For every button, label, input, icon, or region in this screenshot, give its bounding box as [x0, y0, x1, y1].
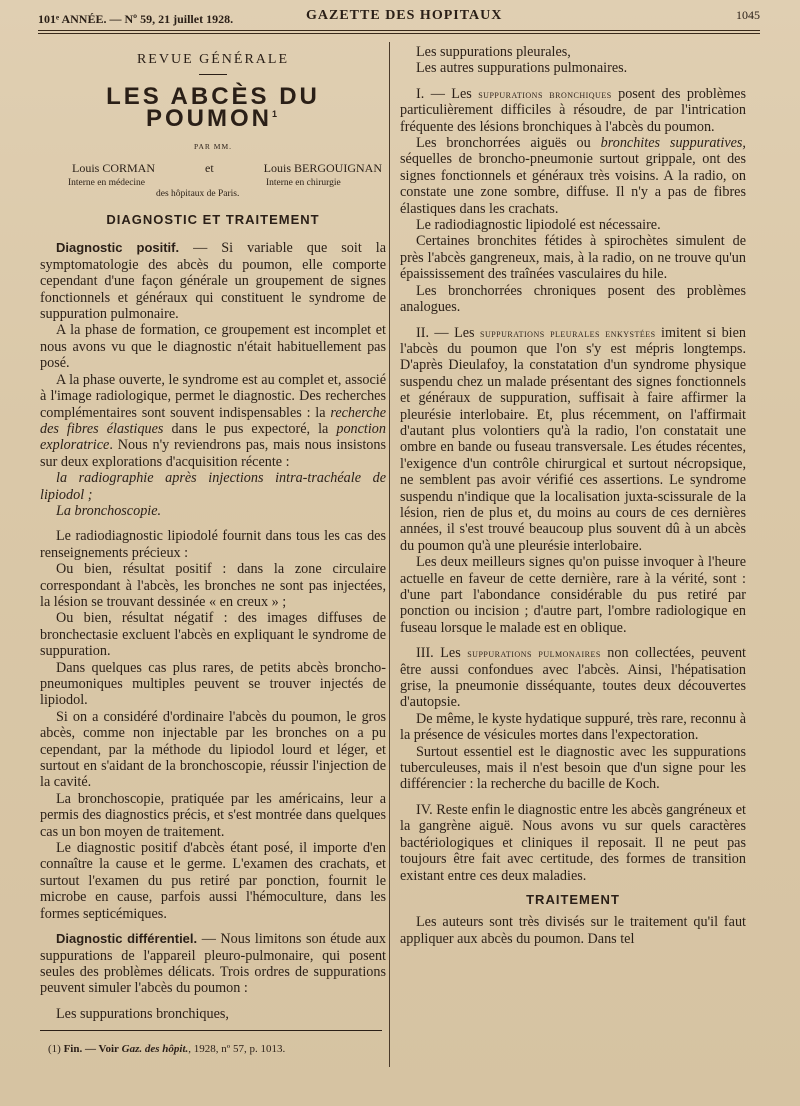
paragraph — [400, 325, 746, 555]
paragraph-text: — Si variable que soit la symptomatologie des abcès du poumon, elle comporte cependant d'une façon générale un groupement de signes fonctionnels et généraux qui constituent le syndrome de suppuration pulmonaire. — [40, 240, 386, 323]
italic-text: ponction exploratrice — [40, 420, 386, 454]
paragraph: Le radiodiagnostic lipiodolé fournit dans tous les cas des renseignements précieux : — [40, 528, 386, 561]
paragraph: Surtout essentiel est le diagnostic avec les suppurations tuberculeuses, mais il n'est besoin que d'un signe pour les différencier : la recherche du bacille de Koch. — [400, 743, 746, 793]
section-title-diagnostic: DIAGNOSTIC ET TRAITEMENT — [106, 212, 320, 228]
list-item-radiographie: la radiographie après injections intra-trachéale de lipiodol ; — [40, 470, 386, 503]
paragraph: Si on a considéré d'ordinaire l'abcès du poumon, le gros abcès, comme non injectable par les bronches on a pu cependant, par la méthode du lipiodol lourd et léger, et surtout en s'aidant de la bronchoscopie, réussir l'injection de la cavité. — [40, 708, 386, 791]
footnote — [48, 1043, 285, 1055]
paragraph: La bronchoscopie, pratiquée par les américains, leur a permis des diagnostics précis, et s'est montrée dans quelques cas un bon moyen de traitement. — [40, 790, 386, 840]
footnote-text: Fin. — Voir — [63, 1043, 119, 1055]
title-footnote-mark: 1 — [271, 108, 280, 119]
paragraph: Les suppurations bronchiques, — [56, 1005, 229, 1022]
paragraph — [400, 645, 746, 711]
paragraph-text: — Nous limitons son étude aux suppurations de l'appareil pleuro-pulmonaire, qui posent seules des problèmes délicats. Trois ordres de suppurations peuvent simuler l'abcès du poumon : — [40, 931, 386, 997]
paragraph: Le radiodiagnostic lipiodolé est nécessaire. — [416, 217, 661, 234]
paragraph: Le diagnostic positif d'abcès étant posé, il importe d'en connaître la cause et le germe. L'examen des crachats, et surtout l'examen du pus retiré par ponction, fournit le microbe en cause, parfois aussi l'hémoculture, dans les formes septicémiques. — [40, 840, 386, 922]
journal-name: GAZETTE DES HOPITAUX — [306, 8, 503, 23]
paragraph — [40, 240, 386, 322]
author-conjunction: et — [205, 160, 214, 175]
affiliation-1: Interne en médecine — [68, 178, 146, 189]
paragraph-text: imitent si bien l'abcès du poumon que l'on s'y est mépris longtemps. D'après Dieulafoy, la constatation d'un syndrome physique suspendu chez un malade présentant des signes fonctionnels et généraux de suppuration, suffisait à faire affirmer la pleurésie interlobaire. Et, plus récemment, on l'affirmait d'autant plus volontiers qu'à la radio, l'on constatait une ombre en bande ou fuseau transversale. Les études récentes, l'exigence d'un contrôle chirurgical et surtout nécropsique, ne semblent pas avoir vérifié ces assertions. Le syndrome suspendu n'indique que la localisation juxta-scissurale de la lésion, rien de plus et, du moins au cours de ces dernières années, il s'est trouvé beaucoup plus souvent dû à un abcès du poumon qu'à une pleurésie interlobaire. — [400, 324, 747, 554]
footnote-mark: (1) — [48, 1043, 61, 1055]
affiliations — [40, 178, 386, 202]
small-caps-text: suppurations pleurales enkystées — [480, 325, 656, 340]
paragraph — [400, 135, 746, 217]
small-caps-text: suppurations pulmonaires — [467, 646, 601, 661]
rubric: REVUE GÉNÉRALE — [136, 52, 290, 67]
small-caps-text: suppurations bronchiques — [478, 86, 612, 101]
paragraph: Ou bien, résultat négatif : des images diffuses de bronchectasie excluent l'abcès en expliquant le syndrome de suppuration. — [40, 610, 386, 660]
footnote-ref: , 1928, nº 57, p. 1013. — [188, 1043, 286, 1055]
paragraph-text: I. — Les — [416, 85, 479, 102]
page-number: 1045 — [736, 8, 760, 22]
affiliation-2: Interne en chirurgie — [266, 178, 341, 189]
affiliation-3: des hôpitaux de Paris. — [156, 189, 240, 200]
paragraph-text: A la phase ouverte, le syndrome est au complet et, associé à l'image radiologique, permet le diagnostic. Des recherches complémentaires sont souvent indispensables : la — [40, 371, 386, 421]
lead-diagnostic-differentiel: Diagnostic différentiel. — [56, 931, 198, 947]
issue-info: 101ᵉ ANNÉE. — Nº 59, 21 juillet 1928. — [38, 12, 234, 26]
footnote-journal: Gaz. des hôpit. — [121, 1043, 189, 1055]
paragraph — [40, 372, 386, 470]
paragraph: Les autres suppurations pulmonaires. — [416, 60, 628, 77]
left-column — [40, 44, 386, 1022]
authors — [40, 160, 386, 176]
paragraph — [400, 86, 746, 135]
paragraph: IV. Reste enfin le diagnostic entre les abcès gangréneux et la gangrène aiguë. Nous avons vu sur quels caractères bactériologiques et cliniques il reposait. Il ne peut pas toujours être fait avec certitude, des formes de transition existant entre ces deux maladies. — [400, 801, 746, 884]
paragraph-text: séquelles de broncho-pneumonie surtout grippale, ont des signes fonctionnels et généraux très voisins. A la radio, on constate une zone sombre, diffuse. Il n'y a pas de fibres élastiques dans les crachats. — [400, 151, 746, 217]
article-title-text: LES ABCÈS DU POUMON — [106, 83, 320, 132]
paragraph-text: II. — Les — [416, 324, 480, 341]
section-title-traitement: TRAITEMENT — [526, 891, 620, 907]
paragraph: Les suppurations pleurales, — [416, 44, 571, 60]
paragraph: Les auteurs sont très divisés sur le traitement qu'il faut appliquer aux abcès du poumon. Dans tel — [400, 914, 746, 947]
paragraph-text: . Nous n'y reviendrons pas, mais nous insistons sur deux explorations d'acquisition récente : — [40, 437, 386, 470]
paragraph-text: III. Les — [416, 645, 468, 662]
lead-diagnostic-positif: Diagnostic positif. — [56, 240, 180, 256]
paragraph: Ou bien, résultat positif : dans la zone circulaire correspondant à l'abcès, les bronches ne sont pas injectées, la lésion se trouvant dessinée « en creux » ; — [40, 561, 386, 610]
article-title — [40, 83, 386, 132]
paragraph-text: posent des problèmes particulièrement difficiles à résoudre, de par l'intrication fréquente des lésions bronchiques à l'abcès du poumon. — [400, 85, 746, 135]
italic-text: recherche des fibres élastiques — [40, 404, 386, 437]
paragraph: Les bronchorrées chroniques posent des problèmes analogues. — [400, 282, 746, 316]
paragraph-text: non collectées, peuvent être aussi confondues avec l'abcès. Ainsi, l'hépatisation grise, la pneumonie disséquante, toutes deux découvertes d'autopsie. — [400, 645, 746, 711]
paragraph: De même, le kyste hydatique suppuré, très rare, reconnu à la présence de vésicules mortes dans l'expectoration. — [400, 710, 746, 744]
author-bergouignan: Louis BERGOUIGNAN — [263, 160, 382, 175]
running-head — [38, 6, 760, 28]
paragraph: Dans quelques cas plus rares, de petits abcès broncho-pneumoniques multiples peuvent se trouver injectés de lipiodol. — [40, 659, 386, 709]
paragraph: Les deux meilleurs signes qu'on puisse invoquer à l'heure actuelle en faveur de cette dernière, rare à la vérité, sont : d'une part l'abondance considérable du pus retiré par ponction ou incision ; d'autre part, l'ombre radiologique en fuseau lorsque le malade est en oblique. — [400, 554, 746, 636]
list-item-bronchoscopie: La bronchoscopie. — [56, 502, 162, 519]
paragraph-text: Les bronchorrées aiguës ou — [416, 135, 601, 152]
author-corman: Louis CORMAN — [72, 160, 156, 175]
paragraph — [40, 931, 386, 997]
italic-text: bronchites suppuratives, — [600, 135, 746, 152]
rubric-rule — [199, 74, 227, 75]
par-mm: PAR MM. — [194, 142, 232, 152]
footnote-rule — [40, 1030, 382, 1031]
paragraph: A la phase de formation, ce groupement est incomplet et nous avons vu que le diagnostic n'était habituellement pas posé. — [40, 322, 386, 372]
paragraph-text: dans le pus expectoré, la — [163, 420, 337, 437]
right-column — [400, 44, 746, 947]
paragraph: Certaines bronchites fétides à spirochètes simulent de près l'abcès gangreneux, mais, à la radio, on ne trouve qu'un épaississement des traînées vasculaires du hile. — [400, 233, 746, 283]
column-divider — [389, 42, 390, 1067]
header-rule — [38, 30, 760, 31]
header-rule-double — [38, 33, 760, 34]
